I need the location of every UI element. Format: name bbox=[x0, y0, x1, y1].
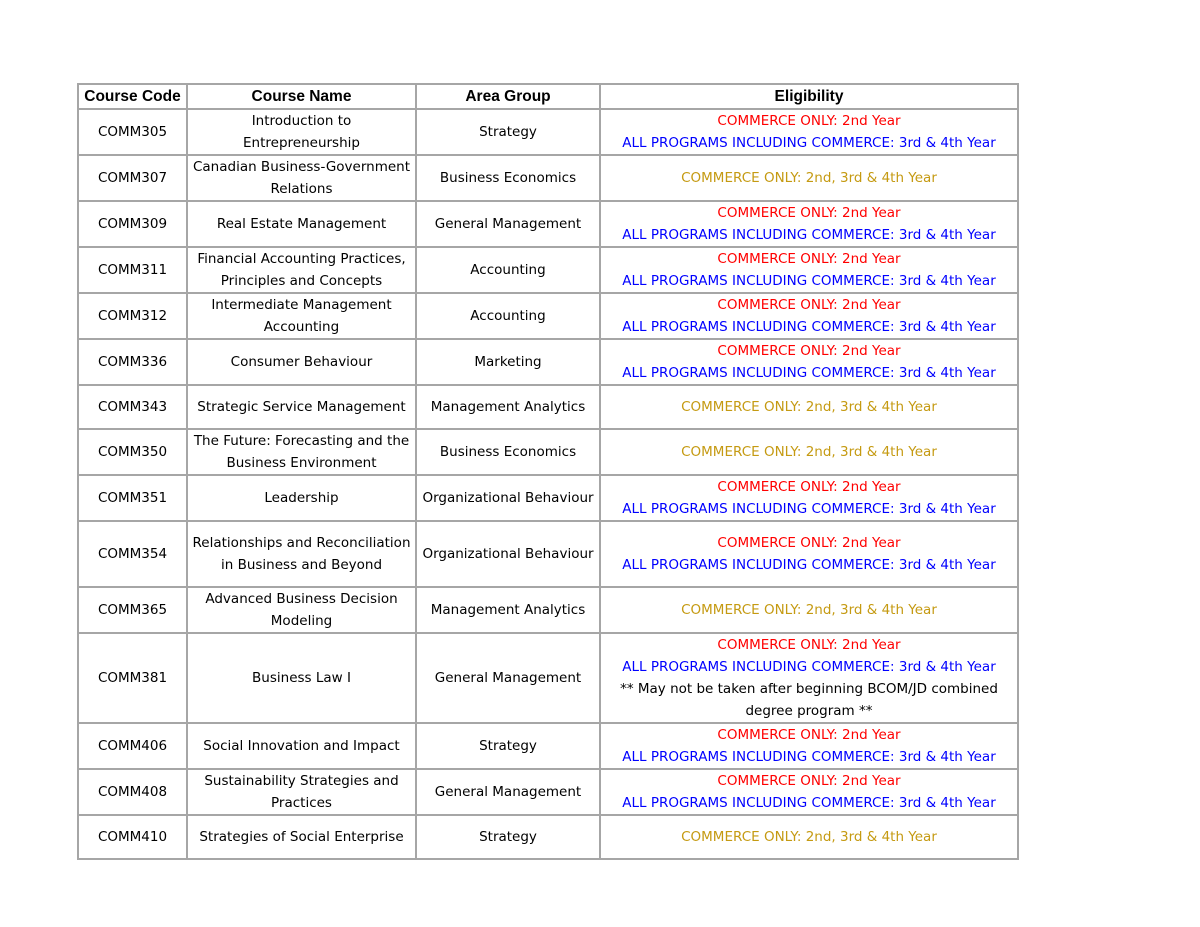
eligibility-line: ALL PROGRAMS INCLUDING COMMERCE: 3rd & 4th Year bbox=[622, 273, 996, 289]
course-name-line: Social Innovation and Impact bbox=[203, 738, 400, 754]
course-name-cell bbox=[187, 293, 416, 339]
eligibility-note: degree program ** bbox=[745, 703, 873, 719]
eligibility-note: ** May not be taken after beginning BCOM/JD combined bbox=[620, 681, 998, 697]
table-row bbox=[78, 155, 1018, 201]
area-group-cell: Management Analytics bbox=[416, 587, 600, 633]
course-name-line: Consumer Behaviour bbox=[230, 354, 373, 370]
eligibility-cell bbox=[600, 339, 1018, 385]
eligibility-cell bbox=[600, 385, 1018, 429]
course-name-line: Business Law I bbox=[252, 670, 351, 686]
course-name-cell bbox=[187, 385, 416, 429]
table-row bbox=[78, 429, 1018, 475]
course-name-cell bbox=[187, 339, 416, 385]
course-code-cell: COMM350 bbox=[78, 429, 187, 475]
eligibility-cell bbox=[600, 633, 1018, 723]
course-name-line: Accounting bbox=[263, 319, 340, 335]
course-code-cell: COMM343 bbox=[78, 385, 187, 429]
eligibility-line: COMMERCE ONLY: 2nd Year bbox=[717, 535, 901, 551]
course-name-line: Leadership bbox=[264, 490, 339, 506]
course-code-cell: COMM336 bbox=[78, 339, 187, 385]
course-name-cell bbox=[187, 587, 416, 633]
area-group-cell: Strategy bbox=[416, 815, 600, 859]
course-name-line: The Future: Forecasting and the bbox=[193, 433, 410, 449]
course-code-cell: COMM311 bbox=[78, 247, 187, 293]
area-group-cell: General Management bbox=[416, 201, 600, 247]
table-row bbox=[78, 339, 1018, 385]
eligibility-cell bbox=[600, 201, 1018, 247]
eligibility-line: COMMERCE ONLY: 2nd Year bbox=[717, 297, 901, 313]
eligibility-line: COMMERCE ONLY: 2nd Year bbox=[717, 205, 901, 221]
table-row bbox=[78, 815, 1018, 859]
table-row bbox=[78, 385, 1018, 429]
course-name-line: Canadian Business-Government bbox=[192, 159, 411, 175]
course-eligibility-table bbox=[77, 83, 1019, 860]
course-code-cell: COMM309 bbox=[78, 201, 187, 247]
course-name-cell bbox=[187, 201, 416, 247]
header-course-name: Course Name bbox=[187, 84, 416, 109]
course-name-line: in Business and Beyond bbox=[220, 557, 383, 573]
table-row bbox=[78, 109, 1018, 155]
area-group-cell: Accounting bbox=[416, 247, 600, 293]
course-name-cell bbox=[187, 815, 416, 859]
table-row bbox=[78, 769, 1018, 815]
area-group-cell: Management Analytics bbox=[416, 385, 600, 429]
header-area-group: Area Group bbox=[416, 84, 600, 109]
course-code-cell: COMM305 bbox=[78, 109, 187, 155]
course-name-line: Entrepreneurship bbox=[243, 135, 360, 151]
course-name-cell bbox=[187, 633, 416, 723]
course-code-cell: COMM408 bbox=[78, 769, 187, 815]
table-row bbox=[78, 587, 1018, 633]
eligibility-line: COMMERCE ONLY: 2nd, 3rd & 4th Year bbox=[681, 829, 937, 845]
table-row bbox=[78, 293, 1018, 339]
area-group-cell: Organizational Behaviour bbox=[416, 475, 600, 521]
course-name-cell bbox=[187, 723, 416, 769]
table-body bbox=[78, 109, 1018, 859]
table-row bbox=[78, 521, 1018, 587]
course-name-line: Relations bbox=[270, 181, 333, 197]
eligibility-line: ALL PROGRAMS INCLUDING COMMERCE: 3rd & 4th Year bbox=[622, 659, 996, 675]
course-name-cell bbox=[187, 521, 416, 587]
eligibility-line: ALL PROGRAMS INCLUDING COMMERCE: 3rd & 4th Year bbox=[622, 795, 996, 811]
area-group-cell: General Management bbox=[416, 633, 600, 723]
eligibility-cell bbox=[600, 723, 1018, 769]
eligibility-line: COMMERCE ONLY: 2nd Year bbox=[717, 637, 901, 653]
course-name-line: Practices bbox=[271, 795, 332, 811]
course-name-line: Strategic Service Management bbox=[197, 399, 406, 415]
area-group-cell: Business Economics bbox=[416, 429, 600, 475]
header-eligibility: Eligibility bbox=[600, 84, 1018, 109]
course-name-line: Intermediate Management bbox=[211, 297, 392, 313]
eligibility-cell bbox=[600, 155, 1018, 201]
area-group-cell: General Management bbox=[416, 769, 600, 815]
course-name-line: Modeling bbox=[270, 613, 333, 629]
header-row bbox=[78, 84, 1018, 109]
course-code-cell: COMM381 bbox=[78, 633, 187, 723]
eligibility-line: ALL PROGRAMS INCLUDING COMMERCE: 3rd & 4th Year bbox=[622, 319, 996, 335]
eligibility-line: COMMERCE ONLY: 2nd, 3rd & 4th Year bbox=[681, 170, 937, 186]
eligibility-line: COMMERCE ONLY: 2nd Year bbox=[717, 773, 901, 789]
course-code-cell: COMM312 bbox=[78, 293, 187, 339]
course-name-line: Real Estate Management bbox=[216, 216, 387, 232]
course-name-line: Principles and Concepts bbox=[220, 273, 383, 289]
eligibility-line: COMMERCE ONLY: 2nd Year bbox=[717, 479, 901, 495]
course-code-cell: COMM406 bbox=[78, 723, 187, 769]
course-name-line: Business Environment bbox=[226, 455, 377, 471]
course-name-cell bbox=[187, 475, 416, 521]
eligibility-cell bbox=[600, 109, 1018, 155]
course-name-line: Relationships and Reconciliation bbox=[192, 535, 411, 551]
area-group-cell: Accounting bbox=[416, 293, 600, 339]
course-name-line: Advanced Business Decision bbox=[205, 591, 398, 607]
table-row bbox=[78, 723, 1018, 769]
eligibility-cell bbox=[600, 475, 1018, 521]
eligibility-line: ALL PROGRAMS INCLUDING COMMERCE: 3rd & 4th Year bbox=[622, 749, 996, 765]
eligibility-line: COMMERCE ONLY: 2nd Year bbox=[717, 343, 901, 359]
course-name-line: Strategies of Social Enterprise bbox=[199, 829, 404, 845]
eligibility-line: ALL PROGRAMS INCLUDING COMMERCE: 3rd & 4th Year bbox=[622, 135, 996, 151]
table-row bbox=[78, 247, 1018, 293]
area-group-cell: Strategy bbox=[416, 723, 600, 769]
course-code-cell: COMM354 bbox=[78, 521, 187, 587]
course-name-line: Financial Accounting Practices, bbox=[197, 251, 406, 267]
course-name-cell bbox=[187, 769, 416, 815]
eligibility-line: COMMERCE ONLY: 2nd Year bbox=[717, 251, 901, 267]
eligibility-cell bbox=[600, 769, 1018, 815]
eligibility-line: ALL PROGRAMS INCLUDING COMMERCE: 3rd & 4th Year bbox=[622, 557, 996, 573]
table-row bbox=[78, 201, 1018, 247]
eligibility-line: ALL PROGRAMS INCLUDING COMMERCE: 3rd & 4th Year bbox=[622, 501, 996, 517]
eligibility-line: COMMERCE ONLY: 2nd, 3rd & 4th Year bbox=[681, 444, 937, 460]
eligibility-cell bbox=[600, 293, 1018, 339]
eligibility-line: COMMERCE ONLY: 2nd Year bbox=[717, 727, 901, 743]
course-code-cell: COMM307 bbox=[78, 155, 187, 201]
course-name-cell bbox=[187, 155, 416, 201]
eligibility-line: COMMERCE ONLY: 2nd Year bbox=[717, 113, 901, 129]
course-name-cell bbox=[187, 247, 416, 293]
eligibility-cell bbox=[600, 521, 1018, 587]
course-name-line: Sustainability Strategies and bbox=[204, 773, 399, 789]
course-name-cell bbox=[187, 109, 416, 155]
eligibility-line: ALL PROGRAMS INCLUDING COMMERCE: 3rd & 4th Year bbox=[622, 227, 996, 243]
table-row bbox=[78, 633, 1018, 723]
eligibility-cell bbox=[600, 429, 1018, 475]
table-row bbox=[78, 475, 1018, 521]
area-group-cell: Marketing bbox=[416, 339, 600, 385]
course-code-cell: COMM351 bbox=[78, 475, 187, 521]
course-name-line: Introduction to bbox=[251, 113, 352, 129]
eligibility-cell bbox=[600, 587, 1018, 633]
eligibility-line: ALL PROGRAMS INCLUDING COMMERCE: 3rd & 4th Year bbox=[622, 365, 996, 381]
course-name-cell bbox=[187, 429, 416, 475]
area-group-cell: Organizational Behaviour bbox=[416, 521, 600, 587]
area-group-cell: Strategy bbox=[416, 109, 600, 155]
course-code-cell: COMM365 bbox=[78, 587, 187, 633]
course-code-cell: COMM410 bbox=[78, 815, 187, 859]
eligibility-cell bbox=[600, 815, 1018, 859]
area-group-cell: Business Economics bbox=[416, 155, 600, 201]
eligibility-line: COMMERCE ONLY: 2nd, 3rd & 4th Year bbox=[681, 399, 937, 415]
eligibility-cell bbox=[600, 247, 1018, 293]
eligibility-line: COMMERCE ONLY: 2nd, 3rd & 4th Year bbox=[681, 602, 937, 618]
table-header bbox=[78, 84, 1018, 109]
header-course-code: Course Code bbox=[78, 84, 187, 109]
